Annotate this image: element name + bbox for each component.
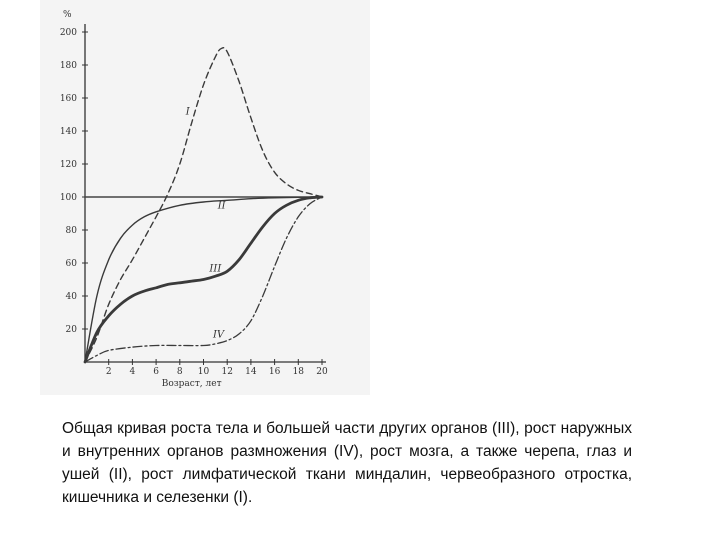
x-tick-label: 10 [197, 367, 210, 377]
chart-series [85, 48, 322, 362]
y-tick-label: 80 [65, 226, 77, 236]
series-label-i: I [185, 106, 190, 118]
x-tick-label: 14 [245, 367, 257, 377]
x-tick-label: 8 [176, 367, 183, 377]
x-tick-label: 2 [105, 367, 112, 377]
y-tick-label: 200 [59, 28, 77, 38]
y-unit-label: % [63, 10, 72, 20]
growth-chart [40, 0, 370, 395]
chart-svg [40, 0, 370, 395]
y-tick-label: 20 [65, 325, 77, 335]
figure-caption: Общая кривая роста тела и большей части других органов (III), рост наружных и внутренних органов размножения (IV), рост мозга, а также черепа, глаз и ушей (II), рост лимфатической ткани миндалин, червеобразного отростка, кишечника и селезенки (I). [62, 420, 632, 506]
y-tick-label: 180 [59, 61, 77, 71]
x-tick-label: 16 [268, 367, 281, 377]
y-tick-label: 40 [65, 292, 77, 302]
y-tick-label: 140 [59, 127, 77, 137]
x-axis-title: Возраст, лет [161, 379, 222, 389]
series-label-iv: IV [212, 329, 225, 341]
y-tick-label: 160 [59, 94, 77, 104]
x-tick-label: 4 [129, 367, 136, 377]
x-tick-label: 20 [316, 367, 328, 377]
y-tick-label: 60 [65, 259, 77, 269]
x-tick-label: 18 [292, 367, 305, 377]
series-label-iii: III [209, 263, 222, 275]
chart-labels [185, 107, 227, 341]
x-tick-label: 6 [153, 367, 159, 377]
y-tick-label: 100 [59, 193, 77, 203]
x-tick-label: 12 [221, 367, 233, 377]
series-label-ii: II [217, 200, 226, 212]
y-tick-label: 120 [59, 160, 77, 170]
chart-axes [60, 10, 328, 389]
